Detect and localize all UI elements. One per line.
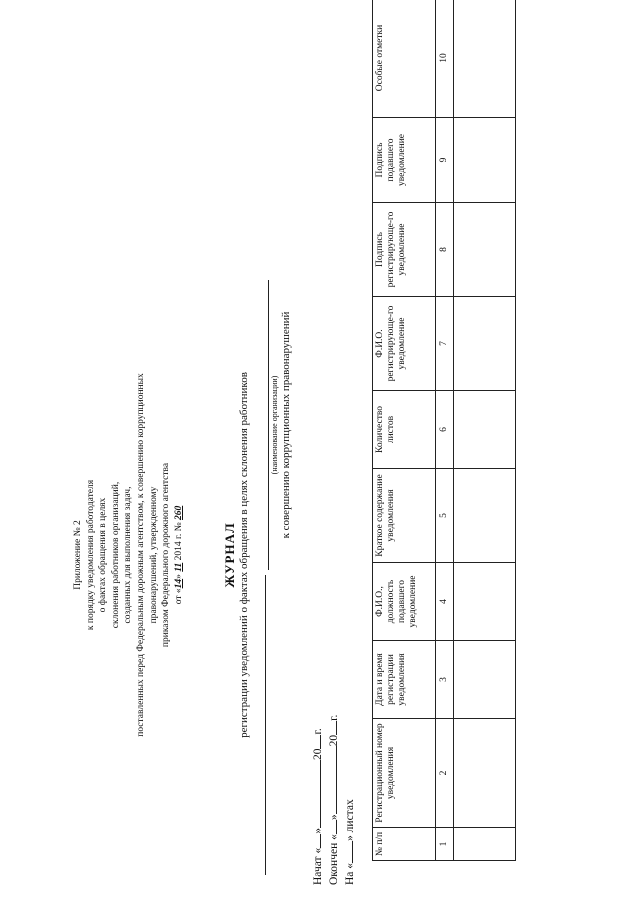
empty-cell [454, 828, 516, 861]
appendix-line: правонарушений, утвержденному [148, 486, 159, 624]
header-cell: Особые отметки [373, 0, 436, 118]
empty-cell [454, 391, 516, 469]
number-cell: 5 [436, 469, 454, 563]
journal-subtitle: регистрации уведомлений о фактах обращения в целях склонения работников [238, 372, 250, 738]
header-cell: Дата и время регистрации уведомления [373, 641, 436, 719]
header-cell: Регистрационный номер уведомления [373, 719, 436, 828]
journal-dates [310, 715, 358, 885]
start-date-line: Начат «»20г. [312, 728, 324, 885]
number-cell: 3 [436, 641, 454, 719]
empty-cell [454, 469, 516, 563]
order-number: 260 [173, 505, 184, 520]
appendix-line: Приложение № 2 [73, 520, 83, 590]
appendix-line: к порядку уведомления работодателя [85, 479, 96, 631]
journal-title: ЖУРНАЛ [222, 522, 237, 588]
header-cell: Краткое содержание уведомления [373, 469, 436, 563]
journal-table [372, 0, 516, 861]
empty-cell [454, 118, 516, 203]
date-mid: » [173, 574, 184, 579]
table-empty-row [454, 0, 516, 861]
end-date-line: Окончен «»20г. [328, 714, 340, 885]
header-cell: Количество листов [373, 391, 436, 469]
date-prefix: от « [173, 588, 184, 605]
header-cell: Ф.И.О. регистрирующе-го уведомление [373, 297, 436, 391]
number-cell: 9 [436, 118, 454, 203]
empty-cell [454, 203, 516, 297]
appendix-date-line [173, 245, 186, 865]
date-year: 2014 г. № [173, 522, 184, 561]
empty-cell [454, 0, 516, 118]
number-cell: 6 [436, 391, 454, 469]
table-number-row [436, 0, 454, 861]
number-cell: 1 [436, 828, 454, 861]
appendix-line: о фактах обращения в целях [98, 497, 109, 613]
empty-cell [454, 297, 516, 391]
number-cell: 10 [436, 0, 454, 118]
date-month: 11 [173, 562, 184, 572]
header-cell: № п/п [373, 828, 436, 861]
appendix-line: приказом Федерального дорожного агентства [161, 462, 172, 648]
org-caption: (наименование организации) [270, 375, 279, 475]
table-header-row [373, 0, 436, 861]
number-cell: 7 [436, 297, 454, 391]
header-cell: Подпись подавшего уведомление [373, 118, 436, 203]
header-cell: Ф.И.О., должность подавшего уведомление [373, 563, 436, 641]
number-cell: 2 [436, 719, 454, 828]
appendix-line: поставленных перед Федеральным дорожным агентством, к совершению коррупционных [135, 373, 146, 737]
appendix-block [72, 245, 185, 865]
empty-cell [454, 641, 516, 719]
corruption-line: к совершению коррупционных правонарушений [280, 311, 292, 539]
empty-cell [454, 719, 516, 828]
empty-cell [454, 563, 516, 641]
org-name-line [268, 280, 269, 570]
number-cell: 8 [436, 203, 454, 297]
appendix-line: созданных для выполнения задач, [123, 486, 134, 624]
blank-line [265, 575, 266, 875]
appendix-line: склонения работников организаций, [110, 481, 121, 629]
header-cell: Подпись регистрирующе-го уведомление [373, 203, 436, 297]
sheets-line: На «» листах [344, 799, 356, 885]
number-cell: 4 [436, 563, 454, 641]
date-day: 14 [173, 578, 184, 589]
